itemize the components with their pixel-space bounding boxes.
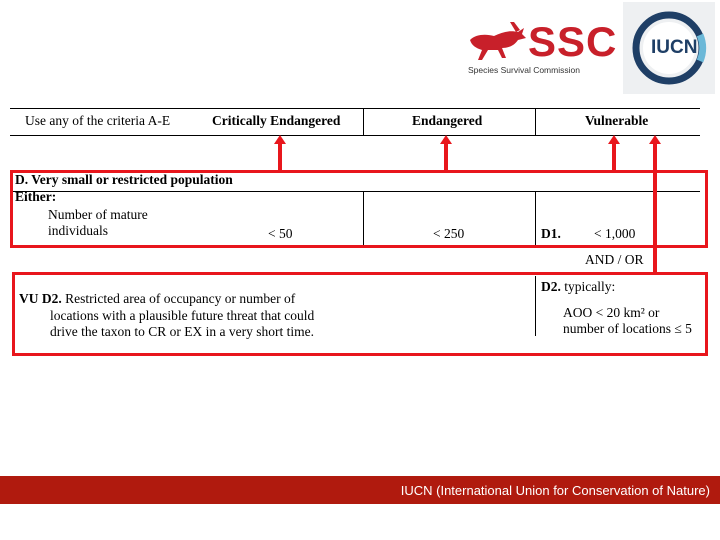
vu-threshold: < 1,000	[594, 226, 636, 241]
criterion-d2-prefix: VU D2.	[19, 291, 62, 306]
criteria-hint: Use any of the criteria A-E	[25, 113, 171, 128]
header-endangered: Endangered	[412, 113, 483, 128]
arrow-up-icon	[608, 135, 620, 144]
arrow-up-icon	[649, 135, 661, 144]
header-bottom-rule	[10, 135, 700, 136]
arrow-stem-en	[444, 144, 448, 172]
criterion-d2-line3: drive the taxon to CR or EX in a very short time.	[50, 324, 314, 339]
criterion-d2-line1	[19, 291, 295, 307]
mature-individuals-label-2: individuals	[48, 223, 108, 238]
header-rule	[10, 108, 700, 109]
arrow-stem-vu-d1	[612, 144, 616, 172]
criterion-d2-line2: locations with a plausible future threat that could	[50, 308, 315, 323]
mature-individuals-label-1: Number of mature	[48, 207, 148, 222]
criterion-d-title: D. Very small or restricted population	[15, 172, 233, 187]
and-or-label: AND / OR	[585, 252, 644, 267]
header-critically-endangered: Critically Endangered	[212, 113, 341, 128]
vu-d2-heading	[541, 279, 615, 295]
ssc-logo-subtitle: Species Survival Commission	[468, 65, 580, 75]
footer-text: IUCN (International Union for Conservation of Nature)	[400, 483, 710, 498]
cr-threshold: < 50	[268, 226, 293, 241]
arrow-stem-cr	[278, 144, 282, 172]
vu-d1-code: D1.	[541, 226, 561, 241]
iucn-logo-text: IUCN	[651, 37, 698, 58]
ssc-logo	[466, 18, 616, 80]
vu-d2-typically: typically:	[560, 279, 616, 294]
antelope-icon	[466, 22, 528, 66]
ssc-logo-text: SSC	[528, 18, 618, 65]
criterion-d2-text-1: Restricted area of occupancy or number of	[61, 291, 296, 306]
column-divider-1	[363, 108, 364, 135]
footer-bar	[0, 476, 720, 504]
iucn-logo	[623, 2, 715, 94]
vu-d2-code: D2.	[541, 279, 561, 294]
criterion-d-either: Either:	[15, 189, 57, 204]
arrow-up-icon	[440, 135, 452, 144]
column-divider-2	[535, 108, 536, 135]
en-threshold: < 250	[433, 226, 465, 241]
arrow-up-icon	[274, 135, 286, 144]
vu-d2-aoo: AOO < 20 km² or	[563, 305, 660, 320]
vu-d2-locations: number of locations ≤ 5	[563, 321, 692, 336]
header-vulnerable: Vulnerable	[585, 113, 649, 128]
